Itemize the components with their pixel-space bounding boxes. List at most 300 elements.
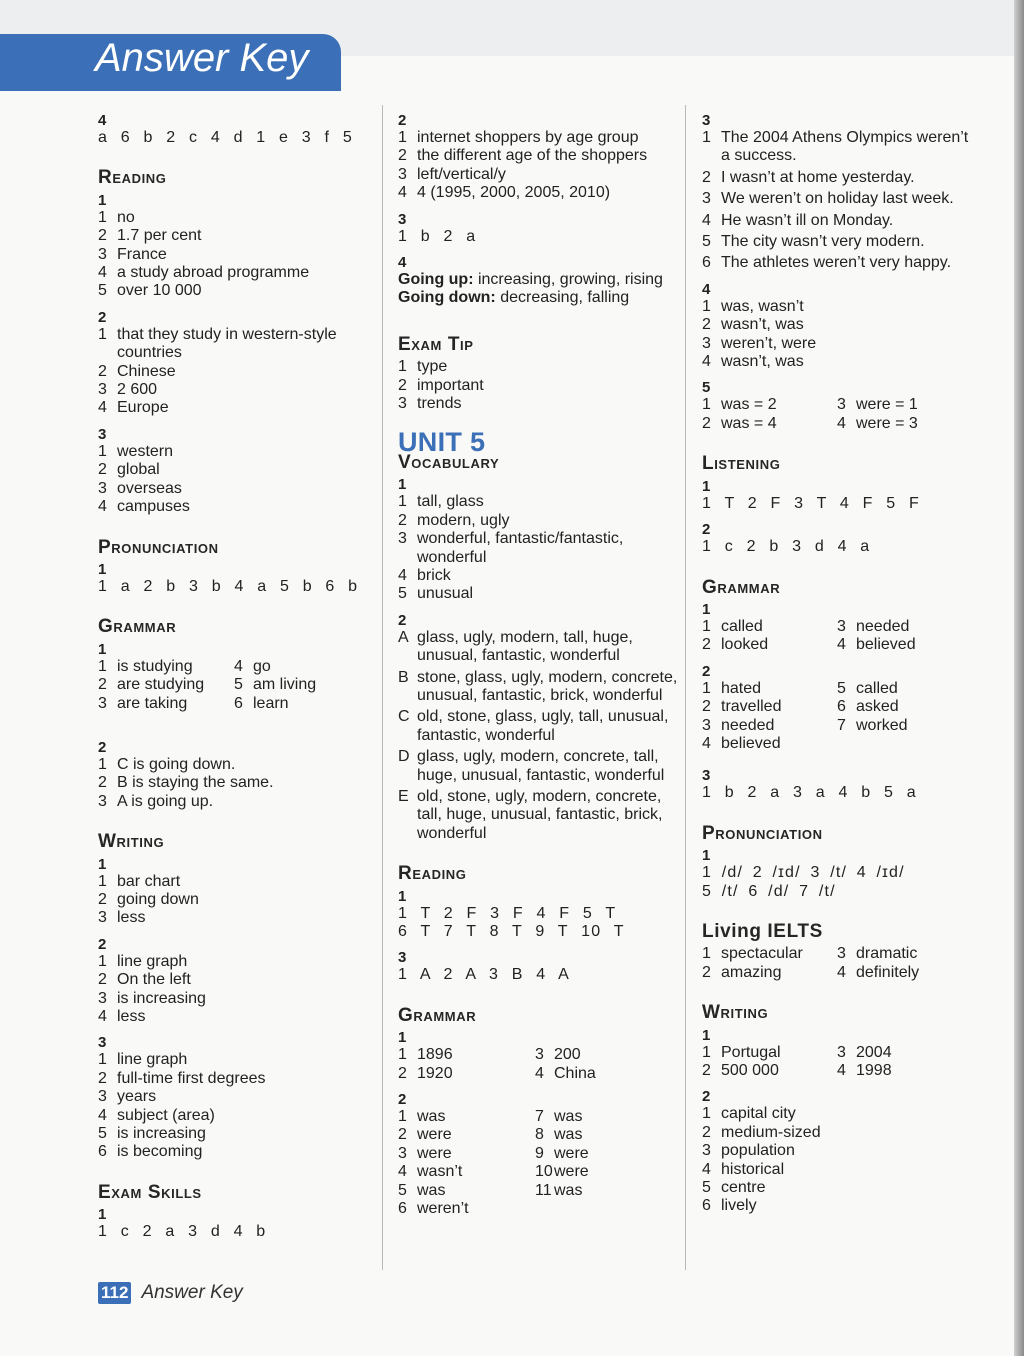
item-number: 5 (98, 1125, 107, 1143)
item-text: asked (856, 698, 899, 716)
pair-item (702, 618, 837, 636)
item-number: 3 (98, 381, 107, 399)
item-text: B is staying the same. (117, 774, 274, 792)
section-living-ielts (702, 920, 972, 982)
item-number: 5 (702, 233, 711, 251)
item-text: years (117, 1088, 157, 1106)
item-number: 3 (98, 694, 107, 712)
pair-item (398, 1126, 535, 1144)
item-number: 4 (98, 1008, 107, 1025)
list-item (98, 209, 370, 227)
item-text: 1998 (856, 1062, 892, 1079)
answer-row: 6 T 7 T 8 T 9 T 10 T (398, 923, 625, 940)
section-heading: Pronunciation (702, 822, 823, 844)
item-text: wasn’t (417, 1163, 463, 1181)
item-number: C (398, 708, 410, 726)
item-number: 2 (98, 461, 107, 479)
item-number: 2 (98, 1069, 107, 1087)
pair-item (702, 1044, 837, 1062)
item-text: a study abroad programme (117, 264, 310, 282)
item-number: 1 (98, 442, 107, 460)
section-heading: Grammar (702, 576, 781, 598)
item-text: spectacular (721, 945, 803, 963)
pair-item (702, 698, 837, 716)
item-number: 1 (702, 945, 711, 963)
answer-group (398, 1029, 678, 1083)
list-item (702, 1179, 972, 1197)
item-text: that they study in western-style countries (117, 325, 337, 362)
group-number: 3 (702, 112, 711, 129)
pair-row (98, 695, 370, 713)
item-number: 4 (98, 1106, 107, 1124)
item-text: internet shoppers by age group (417, 129, 639, 146)
group-number: 2 (98, 935, 107, 953)
item-text: historical (721, 1160, 785, 1178)
item-text: modern, ugly (417, 511, 510, 529)
answer-group (702, 112, 972, 273)
item-number: 4 (702, 211, 711, 229)
group-number: 2 (98, 738, 107, 756)
section-exam-skills (98, 1181, 370, 1242)
item-text: dramatic (856, 945, 918, 963)
item-number: 3 (398, 1144, 407, 1162)
item-number (837, 735, 856, 753)
pair-item (837, 680, 972, 698)
item-text: 200 (554, 1046, 581, 1064)
list-item (98, 793, 370, 811)
answer-group (398, 612, 678, 843)
answer-row: 1 c 2 b 3 d 4 a (702, 538, 871, 556)
list-item (98, 1070, 370, 1088)
item-text: believed (721, 734, 781, 752)
group-number: 3 (98, 1034, 107, 1052)
list-item (98, 873, 370, 891)
page-footer (98, 1282, 243, 1304)
pair-item (535, 1182, 672, 1200)
item-text: learn (253, 694, 289, 712)
item-number: 1 (98, 325, 107, 343)
item-text: wonderful, fantastic/fantastic, wonderful (417, 530, 624, 566)
group-number: 1 (702, 477, 711, 495)
list-item (98, 498, 370, 516)
answer-group (398, 254, 678, 308)
answer-group (98, 426, 370, 517)
answer-group (98, 739, 370, 811)
list-item (98, 461, 370, 479)
item-number: 2 (702, 1123, 711, 1141)
item-text: capital city (721, 1105, 796, 1123)
item-number: 5 (98, 282, 107, 300)
pair-item (837, 618, 972, 636)
pair-item (837, 415, 972, 433)
section-grammar (702, 576, 972, 803)
group-number: 3 (98, 425, 107, 443)
item-number: 3 (98, 792, 107, 810)
pair-item (837, 698, 972, 716)
group-number: 5 (702, 379, 711, 397)
item-text: were (554, 1163, 589, 1181)
item-number: 3 (98, 479, 107, 497)
item-number: 1 (98, 208, 107, 226)
item-number: 1 (398, 493, 407, 511)
item-number: 3 (837, 1043, 846, 1061)
item-text: were = 1 (856, 396, 918, 414)
item-number: 8 (535, 1126, 544, 1144)
group-number: 2 (398, 611, 407, 629)
item-text: C is going down. (117, 755, 236, 773)
answer-row: 1 b 2 a (398, 227, 477, 245)
item-text: We weren’t on holiday last week. (721, 190, 954, 208)
pair-row (702, 636, 972, 654)
answer-group (398, 1091, 678, 1218)
list-item (702, 335, 972, 353)
item-number: 4 (702, 734, 711, 752)
item-number: 2 (702, 963, 711, 981)
group-number: 2 (398, 1091, 407, 1109)
item-text: Europe (117, 399, 169, 417)
item-number: 2 (702, 698, 711, 716)
group-number: 1 (702, 600, 711, 618)
item-number: 1 (702, 679, 711, 697)
answer-group (702, 478, 972, 513)
item-text: 4 (1995, 2000, 2005, 2010) (417, 184, 611, 202)
column-divider (685, 105, 686, 1270)
list-item (98, 1143, 370, 1161)
pair-item (535, 1163, 672, 1181)
answer-group (398, 112, 678, 203)
unit-5 (398, 427, 678, 843)
item-number: 1 (398, 129, 407, 146)
item-text: go (253, 657, 271, 675)
group-number: 1 (398, 887, 407, 905)
section-heading: Writing (98, 831, 165, 853)
list-item (98, 891, 370, 909)
unit-heading: UNIT 5 (398, 427, 486, 458)
answer-group (98, 641, 370, 713)
answer-group (398, 211, 678, 246)
item-text: medium-sized (721, 1123, 821, 1141)
going-down-label: Going down: (398, 289, 496, 307)
item-text: amazing (721, 963, 782, 981)
item-text: am living (253, 676, 317, 694)
pair-item (535, 1108, 672, 1126)
section-exam-tip (398, 333, 678, 414)
answer-group (98, 561, 370, 596)
item-text: Portugal (721, 1043, 781, 1061)
pair-item (398, 1163, 535, 1181)
list-item (398, 567, 678, 585)
item-text: full-time first degrees (117, 1069, 266, 1087)
item-text: China (554, 1064, 596, 1082)
pair-item (535, 1145, 672, 1163)
item-number: 3 (535, 1046, 544, 1064)
item-text: is becoming (117, 1143, 203, 1161)
list-item (398, 129, 678, 147)
item-number: 1 (702, 396, 711, 414)
item-number: 4 (837, 636, 846, 654)
list-item (98, 1125, 370, 1143)
list-item (98, 953, 370, 971)
going-up-line (398, 271, 678, 289)
exercise-4 (98, 112, 370, 147)
group-number: 3 (398, 210, 407, 228)
item-number: 3 (98, 1088, 107, 1106)
item-number: 4 (535, 1064, 544, 1082)
page-edge-shadow (1014, 0, 1024, 1356)
section-heading: Reading (98, 167, 167, 189)
item-text: A is going up. (117, 792, 214, 810)
item-number: 2 (98, 676, 107, 694)
item-text: believed (856, 636, 916, 654)
item-number: 2 (398, 511, 407, 529)
item-text: is studying (117, 657, 193, 675)
item-text: brick (417, 566, 451, 584)
item-number: 2 (702, 414, 711, 432)
list-item (98, 756, 370, 774)
group-number: 1 (702, 847, 711, 865)
item-text: 2 600 (117, 381, 158, 399)
section-heading: Vocabulary (398, 451, 500, 473)
group-number: 2 (98, 308, 107, 326)
list-item (98, 774, 370, 792)
footer-label: Answer Key (141, 1282, 243, 1303)
pair-row (398, 1145, 678, 1163)
item-number: 2 (398, 1126, 407, 1144)
item-number: 10 (535, 1163, 553, 1181)
item-text: less (117, 909, 146, 927)
list-item (398, 708, 678, 745)
item-number: 1 (98, 1051, 107, 1069)
pair-item (234, 676, 370, 694)
list-item (98, 909, 370, 927)
item-text: the different age of the shoppers (417, 147, 648, 165)
answer-group (398, 358, 678, 413)
item-number: 1 (702, 617, 711, 635)
answer-row: 1 T 2 F 3 T 4 F 5 F (702, 494, 921, 512)
item-number: 5 (398, 1181, 407, 1199)
going-down-line (398, 289, 678, 307)
item-number: 3 (702, 716, 711, 734)
list-item (398, 358, 678, 376)
pair-item (398, 1145, 535, 1163)
item-text: looked (721, 636, 769, 654)
list-item (98, 381, 370, 399)
answer-group (98, 1034, 370, 1161)
item-text: 2004 (856, 1043, 892, 1061)
pair-item (837, 1062, 972, 1080)
answer-group (98, 192, 370, 301)
list-item (398, 585, 678, 603)
item-text: was (417, 1108, 446, 1126)
pair-item (702, 636, 837, 654)
section-pronunciation (98, 536, 370, 597)
item-text: important (417, 376, 484, 394)
section-writing (702, 1004, 972, 1216)
item-number: 5 (837, 679, 846, 697)
item-number: 2 (702, 316, 711, 334)
pair-item (535, 1126, 672, 1144)
item-number: 2 (398, 1064, 407, 1082)
group-number: 1 (98, 560, 107, 578)
item-number: 7 (837, 716, 846, 734)
list-item (398, 788, 678, 843)
item-text: needed (856, 617, 910, 635)
section-grammar (398, 1004, 678, 1219)
item-text: centre (721, 1179, 766, 1197)
list-item (98, 399, 370, 417)
section-heading: Living IELTS (702, 920, 823, 942)
section-reading (398, 865, 678, 985)
item-number: 2 (98, 362, 107, 380)
item-text: called (856, 679, 898, 697)
page-title: Answer Key (95, 36, 309, 80)
item-number: 4 (398, 566, 407, 584)
answer-row: a 6 b 2 c 4 d 1 e 3 f 5 (98, 129, 353, 146)
item-text: He wasn’t ill on Monday. (721, 211, 894, 229)
pair-row (702, 1044, 972, 1062)
pair-item (702, 396, 837, 414)
item-number: 3 (837, 617, 846, 635)
pair-item (398, 1182, 535, 1200)
pair-row (702, 964, 972, 982)
list-item (702, 190, 972, 208)
list-item (702, 1124, 972, 1142)
item-text: line graph (117, 952, 188, 970)
group-number: 1 (398, 1029, 407, 1047)
item-text: weren’t (417, 1200, 469, 1218)
list-item (702, 353, 972, 371)
item-text: were (417, 1144, 452, 1162)
answer-row: 5 /t/ 6 /d/ 7 /t/ (702, 882, 836, 900)
item-text: over 10 000 (117, 282, 202, 300)
section-heading: Grammar (98, 616, 177, 638)
item-number: 3 (702, 1142, 711, 1160)
item-text: definitely (856, 963, 920, 981)
column-3 (702, 112, 972, 1216)
pair-row (702, 618, 972, 636)
pair-row (398, 1163, 678, 1181)
pair-item (398, 1065, 535, 1083)
group-number: 1 (98, 191, 107, 209)
list-item (702, 1142, 972, 1160)
item-number: 1 (398, 1046, 407, 1064)
item-number (535, 1200, 554, 1218)
item-text: glass, ugly, modern, tall, huge, unusual, fantastic, wonderful (417, 628, 633, 665)
answer-group (98, 309, 370, 418)
answer-group (98, 1206, 370, 1241)
pair-row (702, 717, 972, 735)
item-number: 6 (702, 254, 711, 272)
pair-item (702, 964, 837, 982)
item-number: 1 (702, 129, 711, 146)
item-number: 4 (98, 498, 107, 516)
pair-item (837, 717, 972, 735)
item-text: campuses (117, 498, 190, 516)
pair-item (837, 945, 972, 963)
pair-row (702, 945, 972, 963)
pair-item (837, 735, 972, 753)
item-text: The city wasn’t very modern. (721, 233, 925, 251)
pair-row (98, 658, 370, 676)
item-text: The 2004 Athens Olympics weren’t a success. (721, 129, 969, 165)
list-item (702, 233, 972, 251)
section-writing (98, 833, 370, 1162)
item-text: unusual (417, 585, 474, 603)
item-text: I wasn’t at home yesterday. (721, 168, 915, 186)
item-number: 3 (837, 396, 846, 414)
item-number: 9 (535, 1144, 544, 1162)
group-number: 3 (398, 949, 407, 967)
item-number: 1 (98, 755, 107, 773)
pair-item (234, 658, 370, 676)
pair-row (702, 396, 972, 414)
item-number: 3 (98, 245, 107, 263)
list-item (398, 184, 678, 202)
item-text: subject (area) (117, 1106, 215, 1124)
section-pronunciation (702, 822, 972, 901)
item-text (554, 1200, 672, 1218)
list-item (702, 212, 972, 230)
item-text (856, 735, 972, 753)
list-item (398, 166, 678, 184)
group-number: 2 (398, 112, 407, 129)
answer-group (702, 281, 972, 372)
item-number: 2 (98, 971, 107, 989)
going-up-text: increasing, growing, rising (473, 271, 663, 289)
group-number: 1 (398, 476, 407, 494)
list-item (398, 377, 678, 395)
list-item (98, 227, 370, 245)
group-number: 4 (702, 280, 711, 298)
item-number: 3 (702, 334, 711, 352)
item-text: is increasing (117, 1125, 206, 1143)
item-number: 3 (398, 530, 407, 548)
column-1 (98, 112, 370, 1242)
item-text: overseas (117, 479, 182, 497)
item-text: was (417, 1181, 446, 1199)
pair-item (234, 695, 370, 713)
list-item (702, 316, 972, 334)
item-text: was = 4 (721, 414, 777, 432)
list-item (702, 1161, 972, 1179)
item-number: 6 (98, 1143, 107, 1161)
pair-item (837, 964, 972, 982)
list-item (98, 443, 370, 461)
pair-row (702, 680, 972, 698)
item-number: 4 (398, 1163, 407, 1181)
list-item (98, 363, 370, 381)
list-item (98, 1107, 370, 1125)
item-text: 500 000 (721, 1062, 779, 1079)
item-text: was (554, 1181, 583, 1199)
group-number: 1 (98, 1206, 107, 1224)
group-number: 2 (702, 662, 711, 680)
item-number: 2 (98, 890, 107, 908)
section-heading: Exam Tip (398, 333, 474, 355)
answer-group (98, 936, 370, 1027)
answer-row: 1 c 2 a 3 d 4 b (98, 1223, 267, 1241)
item-number: 6 (837, 698, 846, 716)
pair-item (98, 658, 234, 676)
section-heading: Reading (398, 863, 467, 885)
pair-item (398, 1046, 535, 1064)
item-text: were = 3 (856, 414, 918, 432)
answer-row: 1 /d/ 2 /ɪd/ 3 /t/ 4 /ɪd/ (702, 864, 905, 882)
group-number: 1 (98, 855, 107, 873)
item-text: was (554, 1108, 583, 1126)
pair-row (702, 698, 972, 716)
item-text: needed (721, 716, 775, 734)
